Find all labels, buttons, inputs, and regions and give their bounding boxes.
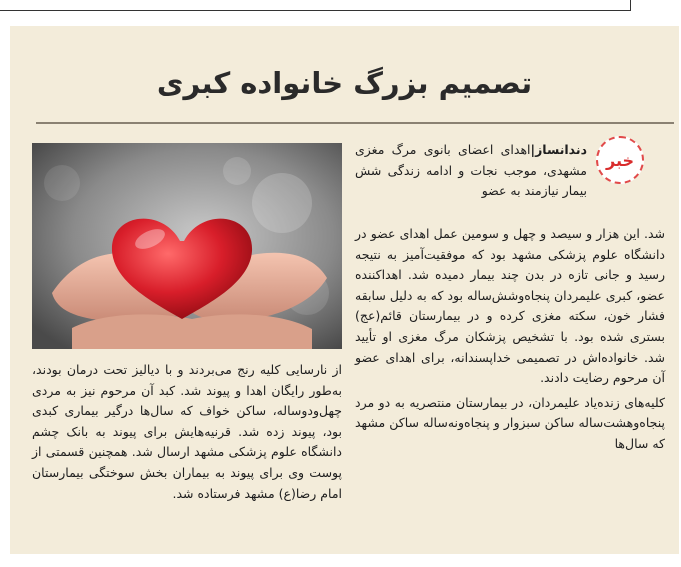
article-photo <box>32 143 342 349</box>
lead-column <box>355 140 587 202</box>
headline: تصمیم بزرگ خانواده کبری <box>156 66 533 100</box>
body-paragraph-3: از نارسایی کلیه رنج می‌بردند و با دیالیز تحت درمان بودند، به‌طور رایگان اهدا و پیوند شد. کبد آن مرحوم نیز به مردی چهل‌ودوساله، ساکن خواف که سال‌ها درگیر بیماری کبدی بود، پیوند زده شد. قرنیه‌هایش برای پیوند به بانک چشم دانشگاه علوم پزشکی مشهد ارسال شد. همچنین قسمتی از پوست وی برای پیوند به بیماران بخش سوختگی بیمارستان امام رضا(ع) مشهد فرستاده شد. <box>32 362 342 501</box>
lead-source: دندانساز| <box>530 142 587 157</box>
title-divider <box>36 122 674 124</box>
lead-text: اهدای اعضای بانوی مرگ مغزی مشهدی، موجب نجات و ادامه زندگی شش بیمار نیازمند به عضو <box>355 142 587 199</box>
body-column-right <box>355 224 665 455</box>
article-card <box>10 26 679 554</box>
news-badge <box>596 136 644 184</box>
body-column-left <box>32 360 342 504</box>
heart-in-hands-icon <box>32 143 342 349</box>
body-paragraph-2: کلیه‌های زنده‌یاد علیمردان، در بیمارستان منتصریه به دو مرد پنجاه‌وهشت‌ساله ساکن سبزوار و پنجاه‌ونه‌ساله ساکن مشهد که سال‌ها <box>355 394 665 451</box>
top-rule <box>0 0 631 11</box>
body-paragraph-1: شد. این هزار و سیصد و چهل و سومین عمل اهدای عضو در دانشگاه علوم پزشکی مشهد بود که موفقیت‌آمیز به نتیجه رسید و جانی تازه در بدن چند بیمار دمیده شد. اهداکننده عضو، کبری علیمردان پنجاه‌وشش‌ساله بود که به دلیل سابقه فشار خون، سکته مغزی کرده و در بیمارستان قائم(عج) بستری شده بود. با تشخیص پزشکان مرگ مغزی او تأیید شد. خانواده‌اش در تصمیمی خداپسندانه، برای اهدای عضو آن مرحوم رضایت دادند. <box>355 226 665 386</box>
news-badge-label: خبر <box>605 150 634 170</box>
